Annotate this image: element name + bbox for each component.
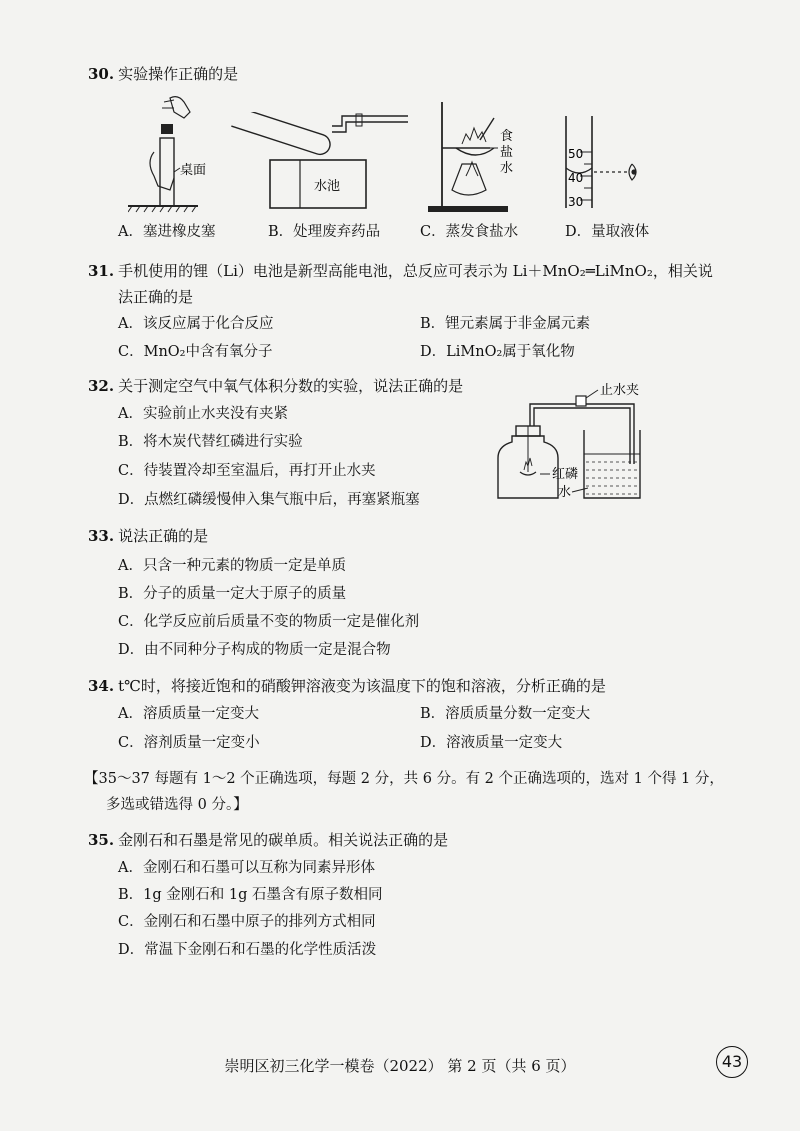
question-stem: t℃时，将接近饱和的硝酸钾溶液变为该温度下的饱和溶液，分析正确的是 (118, 677, 606, 695)
question-33 (88, 526, 208, 546)
question-31 (88, 261, 713, 281)
sink-label: 水池 (314, 179, 341, 194)
question-35 (88, 830, 448, 850)
tick-30: 30 (568, 195, 584, 209)
q31-option-d: D．LiMnO₂属于氧化物 (420, 344, 575, 360)
q33-option-b: B．分子的质量一定大于原子的质量 (118, 586, 347, 602)
figure-32-apparatus (494, 380, 714, 508)
question-number: 32. (88, 377, 115, 395)
tick-40: 40 (568, 171, 584, 185)
q30-option-b: B．处理废弃药品 (268, 224, 381, 240)
question-stem: 实验操作正确的是 (118, 65, 239, 83)
question-stem: 说法正确的是 (118, 527, 209, 545)
salt-water-label-3: 水 (500, 161, 514, 176)
section-note-line1: 【35～37 每题有 1～2 个正确选项，每题 2 分，共 6 分。有 2 个正确选项的，选对 1 个得 1 分， (84, 771, 724, 787)
salt-water-label-2: 盐 (500, 145, 514, 160)
q34-option-d: D．溶液质量一定变大 (420, 735, 563, 751)
q34-option-c: C．溶剂质量一定变小 (118, 735, 260, 751)
tick-50: 50 (568, 147, 584, 161)
question-number: 33. (88, 527, 115, 545)
q35-option-b: B．1g 金刚石和 1g 石墨含有原子数相同 (118, 887, 383, 903)
q31-option-b: B．锂元素属于非金属元素 (420, 316, 591, 332)
question-number: 30. (88, 65, 115, 83)
q33-option-c: C．化学反应前后质量不变的物质一定是催化剂 (118, 614, 420, 630)
question-stem: 金刚石和石墨是常见的碳单质。相关说法正确的是 (118, 831, 449, 849)
q35-option-c: C．金刚石和石墨中原子的排列方式相同 (118, 914, 376, 930)
page-footer: 崇明区初三化学一模卷（2022） 第 2 页（共 6 页） (224, 1057, 576, 1075)
q30-option-d: D．量取液体 (565, 224, 650, 240)
q31-option-c: C．MnO₂中含有氧分子 (118, 344, 273, 360)
q30-option-a: A．塞进橡皮塞 (118, 224, 216, 240)
q32-option-b: B．将木炭代替红磷进行实验 (118, 434, 303, 450)
question-number: 34. (88, 677, 115, 695)
question-31-line2: 法正确的是 (118, 288, 194, 306)
q35-option-d: D．常温下金刚石和石墨的化学性质活泼 (118, 942, 377, 958)
salt-water-label-1: 食 (500, 129, 514, 144)
question-number: 35. (88, 831, 115, 849)
q32-option-d: D．点燃红磷缓慢伸入集气瓶中后，再塞紧瓶塞 (118, 492, 420, 508)
figure-30b-sink (222, 112, 412, 212)
q32-option-a: A．实验前止水夹没有夹紧 (118, 406, 288, 422)
figure-30d-cylinder (536, 112, 656, 212)
page-badge: 43 (716, 1046, 748, 1078)
desk-label: 桌面 (180, 163, 207, 178)
question-34 (88, 676, 606, 696)
q30-option-c: C．蒸发食盐水 (420, 224, 519, 240)
q34-option-b: B．溶质质量分数一定变大 (420, 706, 591, 722)
q33-option-a: A．只含一种元素的物质一定是单质 (118, 558, 346, 574)
question-stem-line1: 手机使用的锂（Li）电池是新型高能电池，总反应可表示为 Li＋MnO₂═LiMnO₂，相关说 (118, 262, 713, 280)
section-note-line2: 多选或错选得 0 分。】 (106, 797, 248, 813)
clamp-label: 止水夹 (600, 383, 640, 398)
question-32 (88, 376, 463, 396)
q34-option-a: A．溶质质量一定变大 (118, 706, 259, 722)
q35-option-a: A．金刚石和石墨可以互称为同素异形体 (118, 860, 375, 876)
question-30 (88, 64, 238, 84)
water-label: 水 (558, 485, 572, 500)
question-number: 31. (88, 262, 115, 280)
q31-option-a: A．该反应属于化合反应 (118, 316, 274, 332)
q32-option-c: C．待装置冷却至室温后，再打开止水夹 (118, 463, 376, 479)
red-phosphorus-label: 红磷 (552, 467, 579, 482)
question-stem: 关于测定空气中氧气体积分数的实验，说法正确的是 (118, 377, 464, 395)
q33-option-d: D．由不同种分子构成的物质一定是混合物 (118, 642, 391, 658)
figure-30c-evaporate (428, 100, 528, 215)
